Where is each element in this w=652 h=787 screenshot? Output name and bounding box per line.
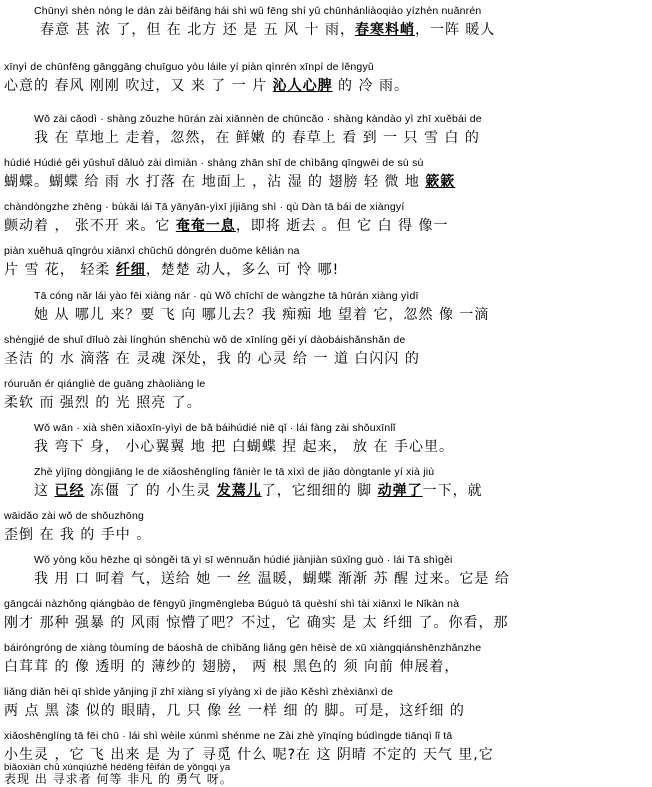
hanzi-line: 我 用 口 呵着 气，送给 她 一 丝 温暖，蝴蝶 渐渐 苏 醒 过来。它是 给 [34, 571, 510, 587]
highlighted-word: 春寒料峭 [354, 22, 415, 38]
hanzi-line: 这 已经 冻僵 了 的 小生灵 发蔫儿了，它细细的 脚 动弹了一下，就 [34, 483, 483, 499]
pinyin-line: húdié Húdié gěi yǔshuǐ dǎluò zài dìmiàn · shàng zhān shī de chìbǎng qīngwēi de sù sù [4, 157, 424, 169]
pinyin-line: Zhè yìjīng dòngjiāng le de xiǎoshēnglíng fānièr le tā xìxì de jiǎo dòngtanle yí xià jiù [34, 466, 435, 478]
hanzi-line: 白茸茸 的 像 透明 的 薄纱的 翅膀， 两 根 黑色的 须 向前 伸展着， [4, 659, 460, 675]
pinyin-line: gāngcái nàzhǒng qiángbào de fēngyǔ jīngmēngleba Búguò tā quèshí shì tài xiānxì le Nǐkàn nà [4, 598, 460, 610]
pinyin-line: Wǒ zài cǎodì · shàng zǒuzhe hūrán zài xiānnèn de chūncǎo · shàng kàndào yì zhī xuěbái de [34, 113, 482, 125]
pinyin-line: Tā cóng nǎr lái yào fēi xiàng nǎr · qù Wǒ chīchī de wàngzhe tā hūrán xiàng yìdī [34, 290, 419, 302]
highlighted-word: 簌簌 [425, 174, 456, 190]
highlighted-word: 奄奄一息 [175, 218, 236, 234]
highlighted-word: 发蔫儿 [216, 483, 262, 499]
pinyin-line: báiróngróng de xiàng tòumíng de báoshā de chìbǎng liǎng gēn hēisè de xū xiàngqiánshēnzhǎnzhe [4, 642, 482, 654]
pinyin-line: shèngjié de shuǐ dīluò zài línghún shēnchù wǒ de xīnlíng gěi yí dàobáishǎnshǎn de [4, 334, 406, 346]
hanzi-line: 小生灵 ，它 飞 出来 是 为了 寻觅 什么 呢?在 这 阴晴 不定的 天气 里,它 [4, 747, 494, 763]
hanzi-line: 片 雪 花， 轻柔 纤细，楚楚 动人，多么 可 怜 哪! [4, 262, 340, 278]
pinyin-line: biǎoxiàn chū xúnqiúzhě héděng fēifán de yǒngqì ya [4, 762, 231, 773]
hanzi-line: 两 点 黑 漆 似的 眼睛，几 只 像 丝 一样 细 的 脚。可是，这纤细 的 [4, 703, 465, 719]
hanzi-line: 春意 甚 浓 了，但 在 北方 还 是 五 风 十 雨，春寒料峭，一阵 暖人 [40, 22, 496, 38]
hanzi-line: 圣洁 的 水 滴落 在 灵魂 深处，我 的 心灵 给 一 道 白闪闪 的 [4, 351, 420, 367]
pinyin-line: xīnyì de chūnfēng gānggāng chuīguo yòu láile yí piàn qìnrén xīnpí de lěngyǔ [4, 61, 374, 73]
pinyin-line: Wǒ yòng kǒu hēzhe qì sòngěi tā yì sī wēnnuǎn húdié jiànjiàn sūxǐng guò · lái Tā shìgěi [34, 554, 453, 566]
pinyin-line: piàn xuěhuā qīngróu xiānxì chǔchǔ dòngrén duōme kělián na [4, 245, 300, 257]
hanzi-line: 刚才 那种 强暴 的 风雨 惊懵了吧？不过，它 确实 是 太 纤细 了。你看，那 [4, 615, 509, 631]
hanzi-line: 我 在 草地上 走着，忽然，在 鲜嫩 的 春草上 看 到 一 只 雪 白 的 [34, 130, 480, 146]
pinyin-line: Wǒ wān · xià shēn xiǎoxīn-yìyì de bǎ báihúdié niē qǐ · lái fàng zài shǒuxīnlǐ [34, 422, 396, 434]
hanzi-line: 蝴蝶。蝴蝶 给 雨 水 打落 在 地面上 ，沾 湿 的 翅膀 轻 微 地 簌簌 [4, 174, 456, 190]
hanzi-line: 颤动着 ， 张不开 来。它 奄奄一息，即将 逝去 。但 它 白 得 像一 [4, 218, 449, 234]
highlighted-word: 动弹了 [377, 483, 423, 499]
hanzi-line: 歪倒 在 我 的 手中 。 [4, 527, 152, 543]
hanzi-line: 她 从 哪儿 来？要 飞 向 哪儿去？我 痴痴 地 望着 它，忽然 像 一滴 [34, 307, 490, 323]
hanzi-line: 表现 出 寻求者 何等 非凡 的 勇气 呀。 [4, 772, 233, 786]
hanzi-line: 我 弯下 身， 小心翼翼 地 把 白蝴蝶 捏 起来， 放 在 手心里。 [34, 439, 454, 455]
hanzi-line: 柔软 而 强烈 的 光 照亮 了。 [4, 395, 202, 411]
pinyin-line: chàndòngzhe zhēng · bùkāi lái Tā yānyān-yìxī jíjiāng shì · qù Dàn tā bái de xiàngyí [4, 201, 405, 213]
highlighted-word: 沁人心脾 [272, 78, 333, 94]
pinyin-line: xiǎoshēnglíng tā fēi chū · lái shì wèile xúnmì shénme ne Zài zhè yīnqíng búdìngde tiānqì lǐ tā [4, 730, 453, 742]
pinyin-line: wāidǎo zài wǒ de shǒuzhōng [4, 510, 145, 522]
highlighted-word: 已经 [54, 483, 85, 499]
pinyin-line: Chūnyì shèn nóng le dàn zài běifāng hái shì wǔ fēng shí yǔ chūnhánliàoqiào yízhèn nuǎnrén [34, 5, 482, 17]
highlighted-word: 纤细 [115, 262, 146, 278]
hanzi-line: 心意的 春风 刚刚 吹过，又 来 了 一 片 沁人心脾 的 冷 雨。 [4, 78, 409, 94]
pinyin-line: róuruǎn ér qiángliè de guāng zhàoliàng le [4, 378, 206, 390]
pinyin-line: liǎng diǎn hēi qī shìde yǎnjing jǐ zhī xiàng sī yíyàng xì de jiǎo Kěshì zhèxiānxì de [4, 686, 394, 698]
